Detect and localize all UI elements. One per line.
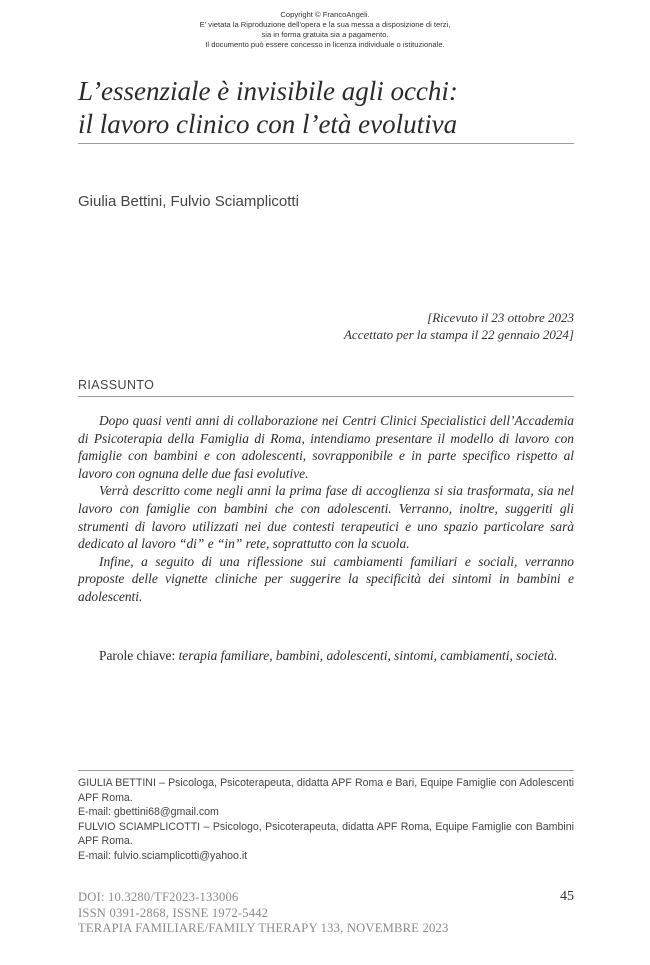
abstract-body [78, 412, 574, 606]
received-line: [Ricevuto il 23 ottobre 2023 [427, 310, 574, 325]
journal-issue: TERAPIA FAMILIARE/FAMILY THERAPY 133, NOVEMBRE 2023 [78, 921, 449, 935]
title-divider [78, 143, 574, 144]
issn: ISSN 0391-2868, ISSNE 1972-5442 [78, 905, 269, 920]
copyright-line: E' vietata la Riproduzione dell'opera e la sua messa a disposizione di terzi, [199, 20, 451, 29]
copyright-line: Copyright © FrancoAngeli. [280, 10, 370, 19]
accepted-line: Accettato per la stampa il 22 gennaio 2024] [343, 327, 574, 342]
footnote-email-2: E-mail: fulvio.sciamplicotti@yahoo.it [78, 849, 248, 862]
footnote-author-2: FULVIO SCIAMPLICOTTI – Psicologo, Psicoterapeuta, didatta APF Roma, Equipe Famiglie con Bambini APF Roma. [78, 820, 574, 847]
copyright-line: Il documento può essere concesso in licenza individuale o istituzionale. [205, 40, 445, 49]
doi: DOI: 10.3280/TF2023-133006 [78, 890, 239, 904]
title-line-2: il lavoro clinico con l’età evolutiva [78, 109, 458, 139]
footnote-author-1: GIULIA BETTINI – Psicologa, Psicoterapeuta, didatta APF Roma e Bari, Equipe Famiglie con Adolescenti APF Roma. [78, 777, 574, 804]
abstract-paragraph: Verrà descritto come negli anni la prima fase di accoglienza si sia trasformata, sia nel lavoro con famiglie con bambini che con adolescenti. Verranno, inoltre, suggeriti gli strumenti di lavoro utilizzati nei due contesti terapeutici e uno spazio particolare sarà dedicato al lavoro “di” e “in” rete, soprattutto con la scuola. [78, 483, 574, 552]
publication-meta [78, 890, 448, 937]
footnote-divider [78, 770, 574, 771]
footnote-email-1: E-mail: gbettini68@gmail.com [78, 806, 219, 818]
keywords-label: Parole chiave: [99, 648, 176, 663]
article-title [78, 75, 578, 141]
keywords-list: terapia familiare, bambini, adolescenti, sintomi, cambiamenti, società. [178, 648, 558, 663]
copyright-line: sia in forma gratuita sia a pagamento. [261, 30, 389, 39]
abstract-divider [78, 396, 574, 397]
received-dates [344, 309, 574, 343]
abstract-paragraph: Dopo quasi venti anni di collaborazione nei Centri Clinici Specialistici dell’Accademia di Psicoterapia della Famiglia di Roma, intendiamo presentare il modello di lavoro con famiglie con bambini e con adolescenti, sovrapponibile e in parte specifico rispetto al lavoro con ognuna delle due fasi evolutive. [78, 413, 574, 481]
author-list: Giulia Bettini, Fulvio Sciamplicotti [78, 193, 299, 210]
abstract-heading: RIASSUNTO [78, 378, 155, 392]
author-footnotes [78, 776, 574, 863]
page-number: 45 [560, 889, 574, 904]
keywords [78, 647, 574, 665]
abstract-paragraph: Infine, a seguito di una riflessione sui cambiamenti familiari e sociali, verranno proposte delle vignette cliniche per suggerire la specificità dei sintomi in bambini e adolescenti. [78, 553, 574, 604]
title-line-1: L’essenziale è invisibile agli occhi: [78, 76, 458, 106]
copyright-notice [0, 10, 650, 50]
